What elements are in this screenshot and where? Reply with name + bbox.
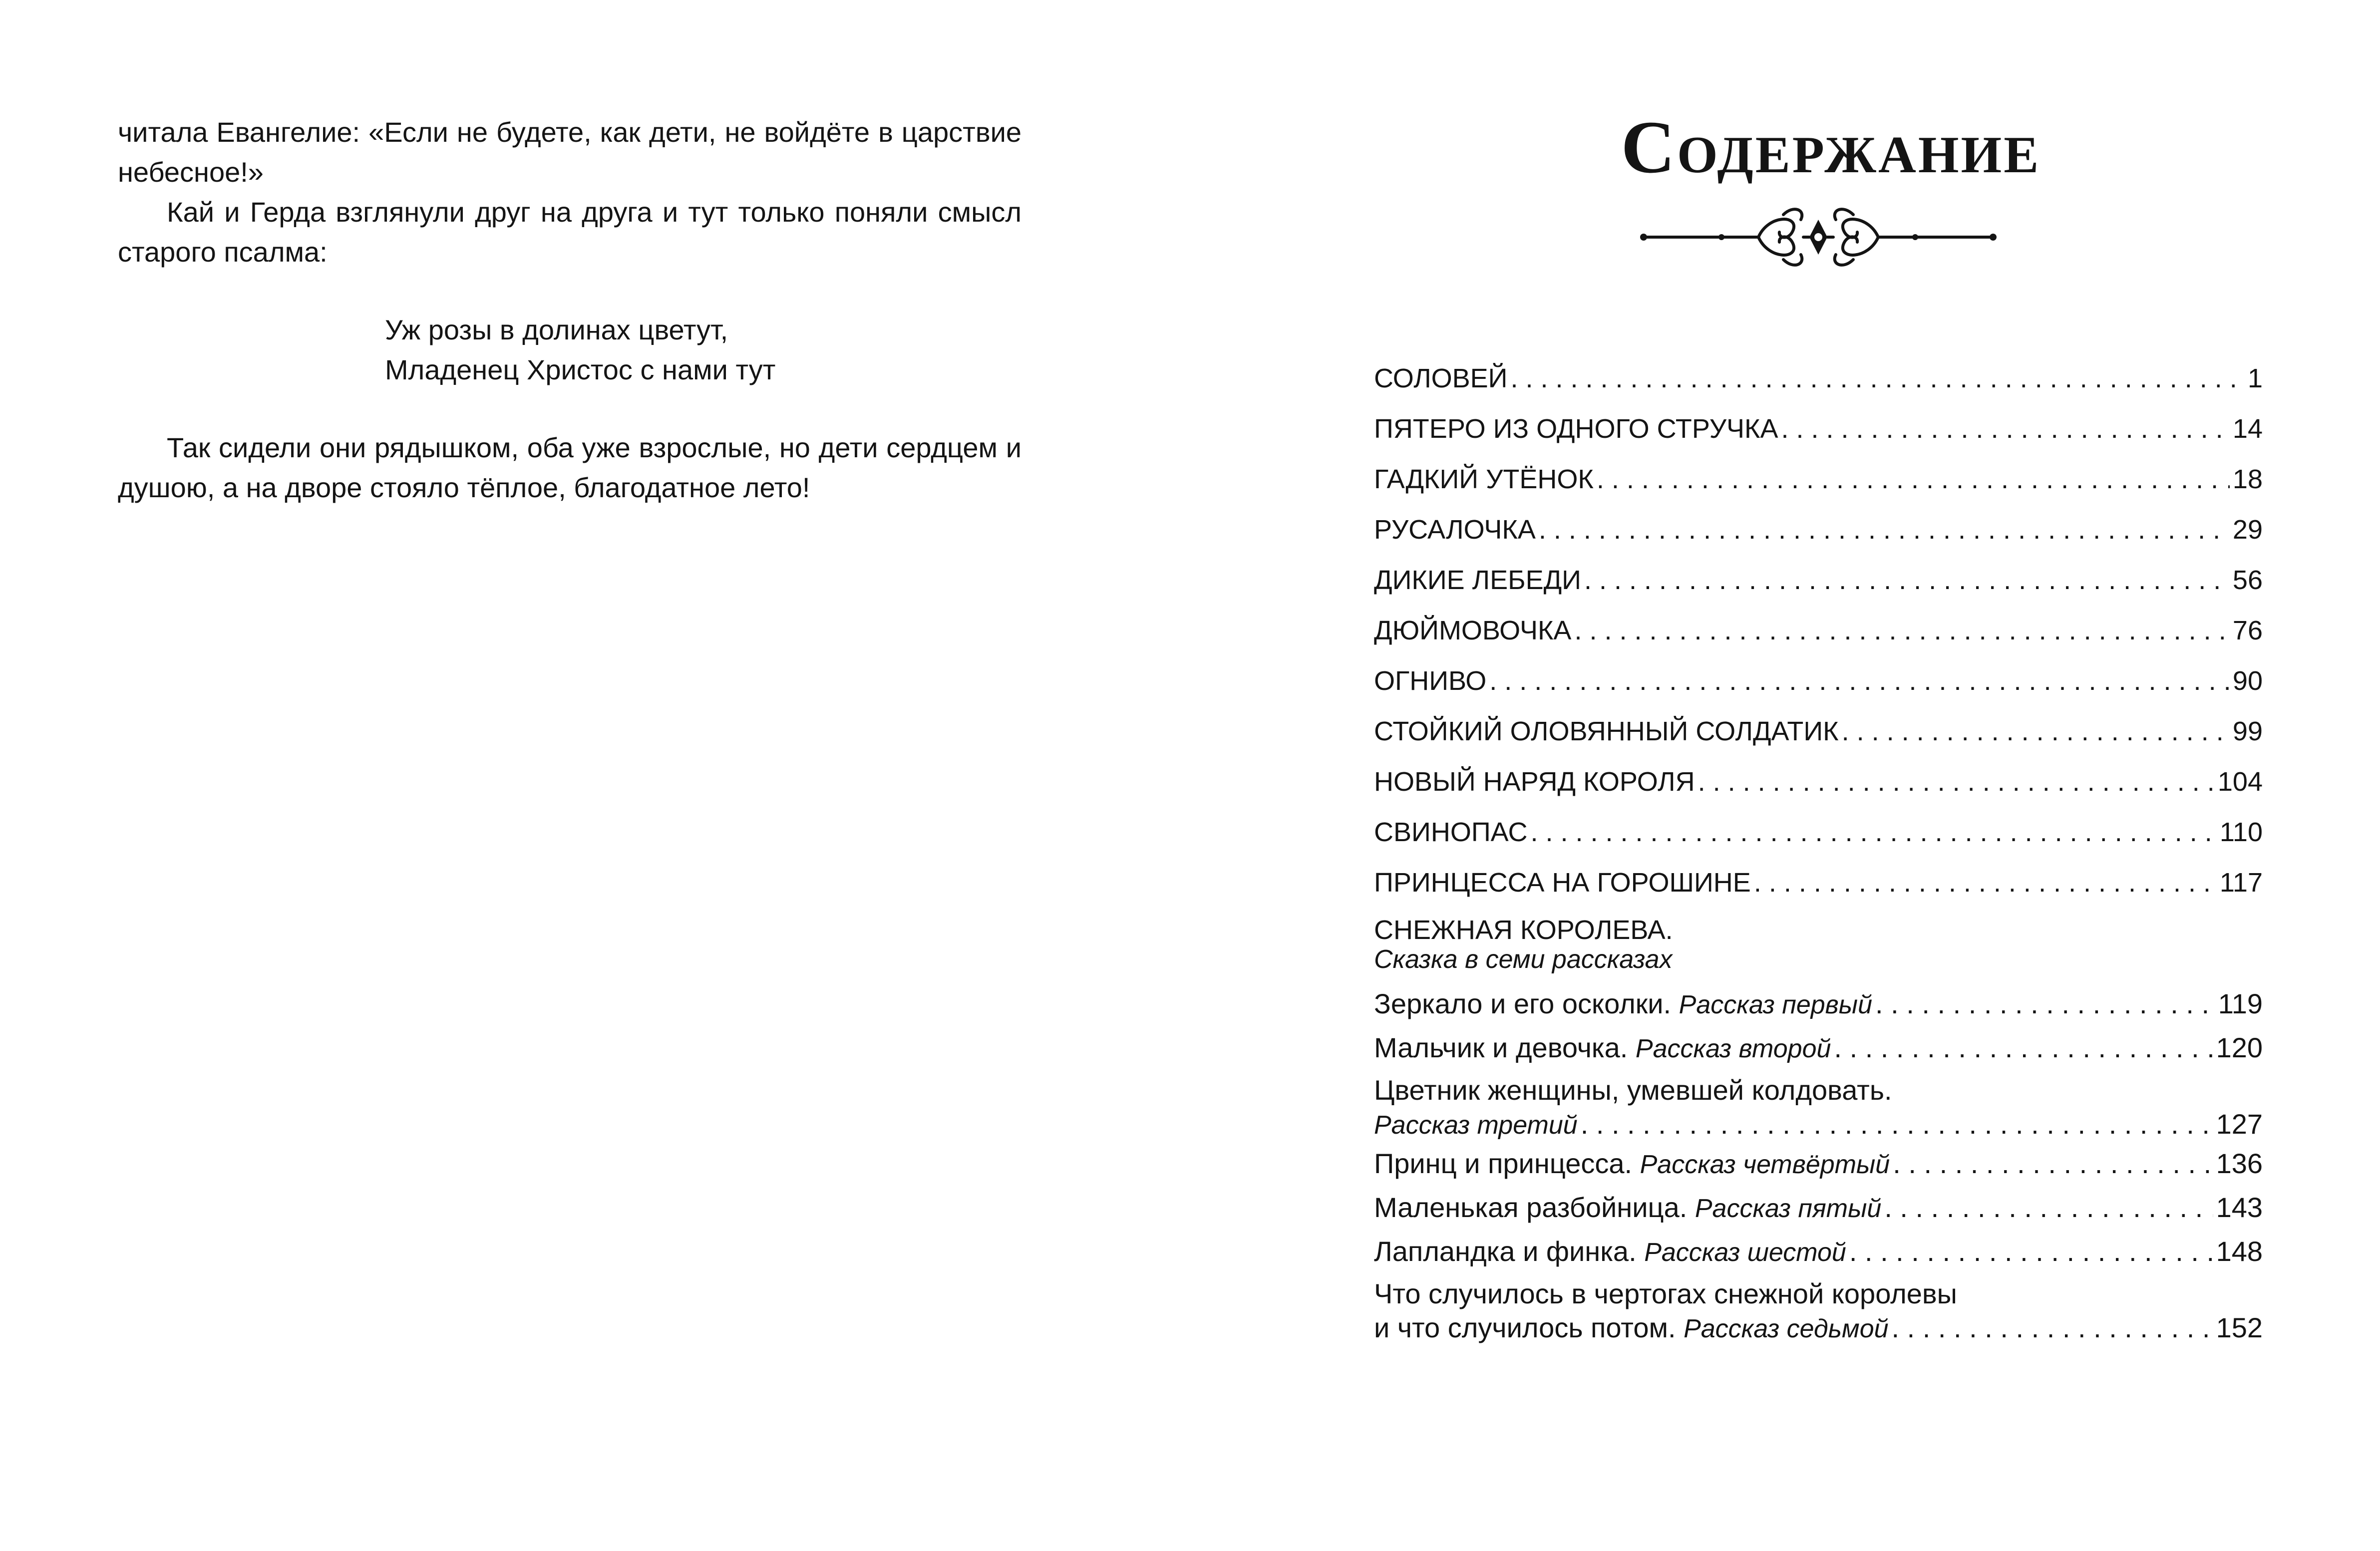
toc-entry: ОГНИВО . . . 90 bbox=[1374, 656, 2263, 706]
body-paragraph: Кай и Герда взглянули друг на друга и тут только поняли смысл старого псалма: bbox=[118, 196, 1021, 268]
page-number: 152 bbox=[2216, 1312, 2263, 1343]
left-page bbox=[118, 112, 1021, 508]
leader-dots bbox=[1584, 555, 2230, 606]
page-number: 1 bbox=[2247, 363, 2263, 393]
leader-dots bbox=[1581, 1107, 2213, 1142]
page-number: 14 bbox=[2232, 414, 2263, 444]
toc-section-heading bbox=[1374, 915, 2263, 974]
page-title: Содержание bbox=[1621, 106, 2041, 189]
toc-entry: СВИНОПАС . . . 110 bbox=[1374, 807, 2263, 858]
toc-subentry: Принц и принцесса. Рассказ четвёртый . . . 136 bbox=[1374, 1142, 2263, 1186]
page-number: 18 bbox=[2232, 464, 2263, 494]
verse-line: Уж розы в долинах цветут, bbox=[385, 314, 728, 345]
toc-entry: СОЛОВЕЙ . . . 1 bbox=[1374, 353, 2263, 404]
toc-entry: ПРИНЦЕССА НА ГОРОШИНЕ . . . 117 bbox=[1374, 858, 2263, 908]
leader-dots bbox=[1892, 1310, 2213, 1345]
toc-entry: ДЮЙМОВОЧКА . . . 76 bbox=[1374, 606, 2263, 656]
right-page bbox=[1374, 105, 2263, 1345]
section-title: СНЕЖНАЯ КОРОЛЕВА. bbox=[1374, 915, 1673, 945]
leader-dots bbox=[1842, 706, 2230, 757]
leader-dots bbox=[1511, 353, 2245, 404]
leader-dots bbox=[1574, 606, 2229, 656]
page-number: 104 bbox=[2217, 767, 2263, 797]
page-number: 76 bbox=[2232, 616, 2263, 645]
toc-entry: СТОЙКИЙ ОЛОВЯННЫЙ СОЛДАТИК . . . 99 bbox=[1374, 706, 2263, 757]
page-number: 110 bbox=[2219, 817, 2263, 847]
toc-entry: ГАДКИЙ УТЁНОК . . . 18 bbox=[1374, 454, 2263, 505]
leader-dots bbox=[1781, 404, 2229, 454]
body-paragraph: Так сидели они рядышком, оба уже взрослые, но дети сердцем и душою, а на дворе стояло тёплое, благодатное лето! bbox=[118, 432, 1021, 503]
toc-subentry: Маленькая разбойница. Рассказ пятый . . . 143 bbox=[1374, 1186, 2263, 1230]
toc-entry: ПЯТЕРО ИЗ ОДНОГО СТРУЧКА . . . 14 bbox=[1374, 404, 2263, 454]
leader-dots bbox=[1849, 1230, 2213, 1273]
verse-line: Младенец Христос с нами тут bbox=[385, 354, 776, 385]
toc-subentry: Мальчик и девочка. Рассказ второй . . . 120 bbox=[1374, 1026, 2263, 1070]
toc-sublist bbox=[1374, 982, 2263, 1345]
toc-entry: НОВЫЙ НАРЯД КОРОЛЯ . . . 104 bbox=[1374, 757, 2263, 807]
page-number: 56 bbox=[2232, 565, 2263, 595]
body-paragraph: читала Евангелие: «Если не будете, как дети, не войдёте в царствие небесное!» bbox=[118, 116, 1021, 188]
leader-dots bbox=[1893, 1142, 2213, 1186]
leader-dots bbox=[1539, 505, 2230, 555]
leader-dots bbox=[1530, 807, 2216, 858]
toc-entry: РУСАЛОЧКА . . . 29 bbox=[1374, 505, 2263, 555]
page-number: 90 bbox=[2232, 666, 2263, 696]
page-number: 136 bbox=[2216, 1148, 2263, 1179]
page-number: 127 bbox=[2216, 1108, 2263, 1140]
page-number: 99 bbox=[2232, 716, 2263, 746]
page-number: 143 bbox=[2216, 1192, 2263, 1223]
leader-dots bbox=[1698, 757, 2215, 807]
section-subtitle: Сказка в семи рассказах bbox=[1374, 945, 1673, 974]
leader-dots bbox=[1834, 1026, 2213, 1070]
toc-subentry: Цветник женщины, умевшей колдовать. Рассказ третий . . . 127 bbox=[1374, 1074, 2263, 1142]
table-of-contents bbox=[1374, 353, 2263, 1345]
page-number: 148 bbox=[2216, 1236, 2263, 1267]
entry-title: Что случилось в чертогах снежной королевы bbox=[1374, 1278, 1957, 1309]
toc-subentry: Что случилось в чертогах снежной королевы и что случилось потом. Рассказ седьмой . . . 152 bbox=[1374, 1277, 2263, 1345]
leader-dots bbox=[1754, 858, 2217, 908]
leader-dots bbox=[1597, 454, 2230, 505]
toc-subentry: Зеркало и его осколки. Рассказ первый . . . 119 bbox=[1374, 982, 2263, 1026]
toc-subentry: Лапландка и финка. Рассказ шестой . . . 148 bbox=[1374, 1230, 2263, 1273]
entry-title: Цветник женщины, умевшей колдовать. bbox=[1374, 1074, 1892, 1106]
page-number: 119 bbox=[2218, 988, 2263, 1019]
ornament-divider-icon bbox=[1634, 195, 2003, 280]
leader-dots bbox=[1875, 982, 2215, 1026]
toc-entry: ДИКИЕ ЛЕБЕДИ . . . 56 bbox=[1374, 555, 2263, 606]
leader-dots bbox=[1489, 656, 2230, 706]
verse bbox=[385, 310, 1021, 390]
page-number: 120 bbox=[2216, 1032, 2263, 1063]
page-number: 29 bbox=[2232, 515, 2263, 545]
page-number: 117 bbox=[2219, 868, 2263, 898]
leader-dots bbox=[1884, 1186, 2213, 1230]
